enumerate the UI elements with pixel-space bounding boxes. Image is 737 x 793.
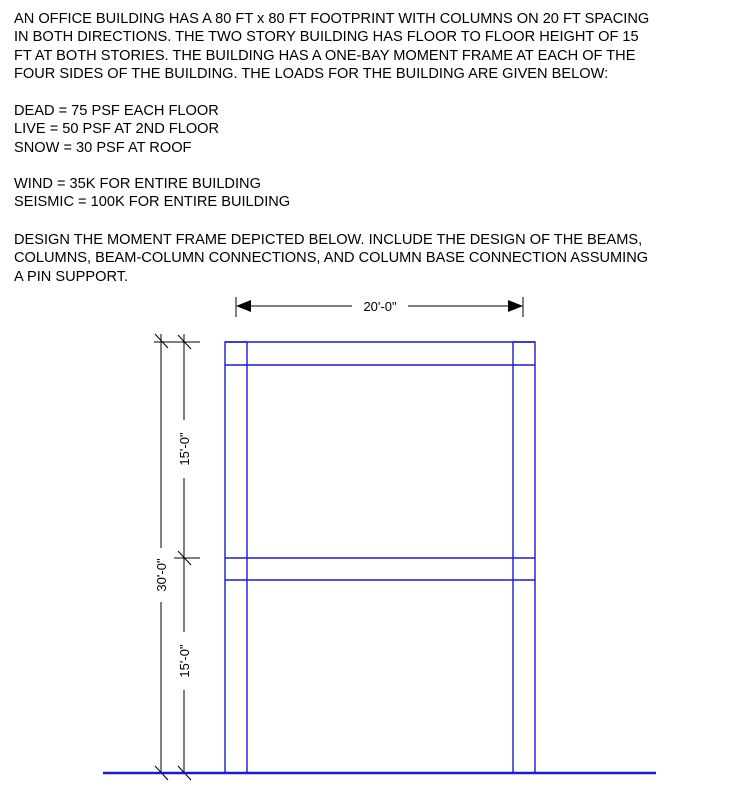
seismic-load: SEISMIC = 100K FOR ENTIRE BUILDING: [14, 194, 291, 211]
lower-story-label: 15'-0": [177, 644, 192, 678]
intro-line: IN BOTH DIRECTIONS. THE TWO STORY BUILDING HAS FLOOR TO FLOOR HEIGHT OF 15: [14, 29, 639, 46]
width-dim-label: 20'-0": [363, 299, 397, 314]
intro-line: FOUR SIDES OF THE BUILDING. THE LOADS FOR THE BUILDING ARE GIVEN BELOW:: [14, 66, 609, 83]
dead-load: DEAD = 75 PSF EACH FLOOR: [14, 103, 219, 119]
task-line: COLUMNS, BEAM-COLUMN CONNECTIONS, AND COLUMN BASE CONNECTION ASSUMING: [14, 250, 649, 267]
total-height-label: 30'-0": [154, 558, 169, 592]
wind-load: WIND = 35K FOR ENTIRE BUILDING: [14, 176, 261, 192]
width-dim-left-arrow: [236, 300, 251, 312]
snow-load: SNOW = 30 PSF AT ROOF: [14, 139, 192, 156]
intro-line: AN OFFICE BUILDING HAS A 80 FT x 80 FT FOOTPRINT WITH COLUMNS ON 20 FT SPACING: [14, 11, 650, 27]
task-line: A PIN SUPPORT.: [14, 268, 129, 285]
width-dimension: [236, 297, 523, 317]
width-dim-right-arrow: [508, 300, 523, 312]
intro-line: FT AT BOTH STORIES. THE BUILDING HAS A ONE-BAY MOMENT FRAME AT EACH OF THE: [14, 47, 636, 64]
story-height-dimensions: [168, 334, 200, 780]
live-load: LIVE = 50 PSF AT 2ND FLOOR: [14, 121, 220, 138]
upper-story-label: 15'-0": [177, 432, 192, 466]
total-height-dimension: [154, 334, 169, 780]
task-line: DESIGN THE MOMENT FRAME DEPICTED BELOW. INCLUDE THE DESIGN OF THE BEAMS,: [14, 232, 643, 248]
